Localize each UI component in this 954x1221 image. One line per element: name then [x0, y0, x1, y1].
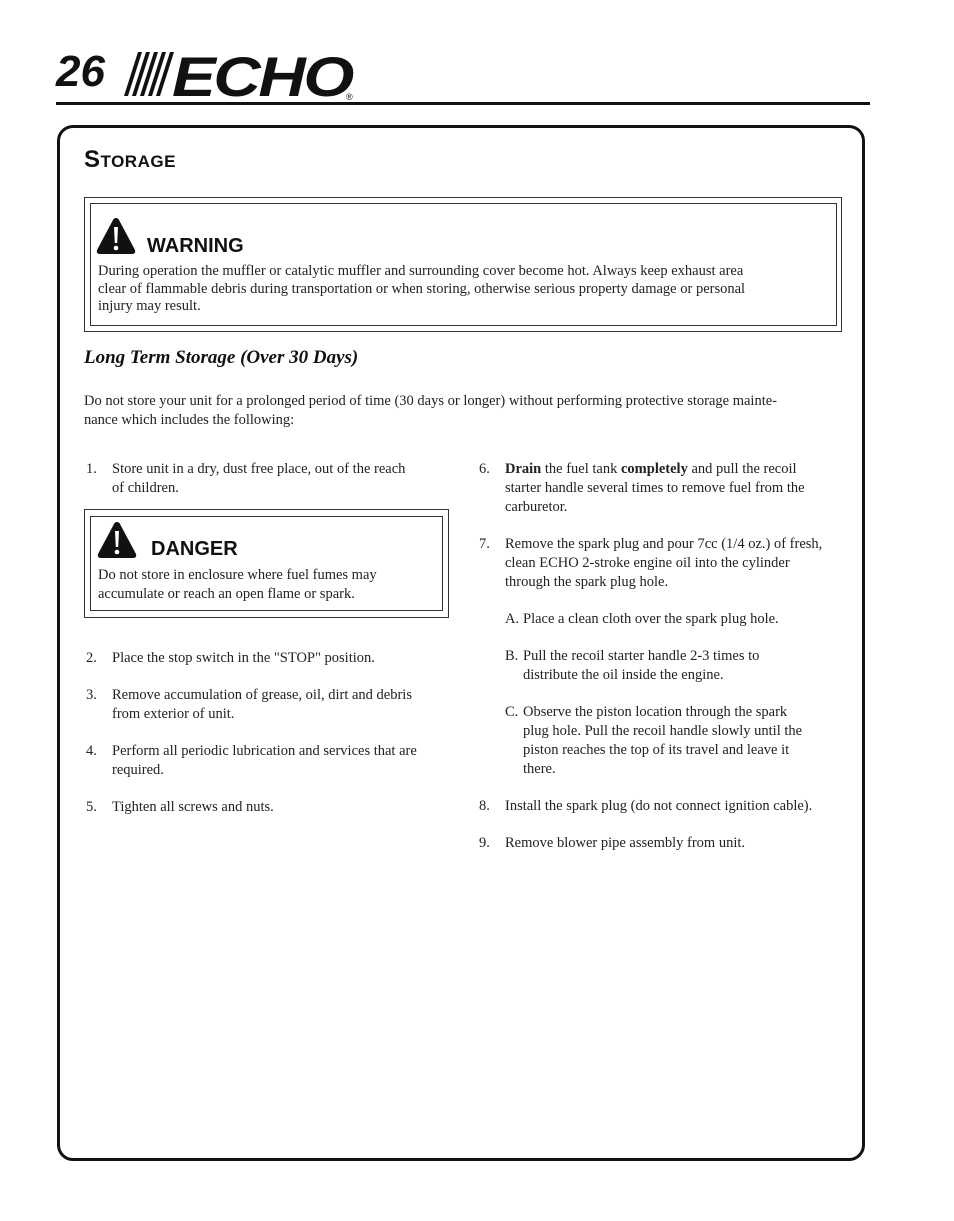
danger-text [98, 566, 438, 604]
item-line: starter handle several times to remove fuel from the [505, 480, 805, 496]
item-number: 4. [86, 743, 97, 759]
brand-text: ECHO [172, 46, 354, 102]
sub-line: there. [523, 761, 556, 777]
item-line: Install the spark plug (do not connect ignition cable). [505, 798, 813, 814]
warning-triangle-icon [95, 216, 137, 256]
item-line: Perform all periodic lubrication and services that are [112, 743, 417, 759]
sub-line: distribute the oil inside the engine. [523, 667, 724, 683]
item-line: through the spark plug hole. [505, 574, 669, 590]
warning-line: During operation the muffler or catalytic muffler and surrounding cover become hot. Always keep exhaust area [98, 263, 744, 279]
item-line: of children. [112, 480, 179, 496]
item-line: Place the stop switch in the "STOP" position. [112, 650, 375, 666]
item-line: from exterior of unit. [112, 706, 235, 722]
intro-line: Do not store your unit for a prolonged period of time (30 days or longer) without performing protective storage mainte- [84, 393, 777, 409]
item-line: clean ECHO 2-stroke engine oil into the cylinder [505, 555, 790, 571]
warning-triangle-icon [96, 520, 138, 560]
sub-line: Place a clean cloth over the spark plug hole. [523, 611, 779, 627]
subheading-long-term: Long Term Storage (Over 30 Days) [84, 347, 359, 368]
danger-title: DANGER [151, 538, 238, 560]
item-number: 5. [86, 799, 97, 815]
intro-paragraph [84, 392, 829, 430]
item-line: Remove blower pipe assembly from unit. [505, 835, 746, 851]
intro-line: nance which includes the following: [84, 412, 295, 428]
sub-letter: B. [505, 648, 519, 664]
item-line [505, 460, 805, 479]
item-number: 7. [479, 536, 490, 552]
item-fragment: and pull the recoil [687, 461, 797, 477]
warning-title: WARNING [147, 235, 244, 257]
registered-mark: ® [346, 92, 353, 102]
item-number: 2. [86, 650, 97, 666]
warning-text [98, 263, 828, 316]
item-fragment: the fuel tank [541, 461, 621, 477]
item-line: Remove accumulation of grease, oil, dirt and debris [112, 687, 412, 703]
sub-line: plug hole. Pull the recoil handle slowly until the [523, 723, 803, 739]
completely-bold: completely [620, 461, 688, 477]
warning-line: injury may result. [98, 298, 201, 314]
item-line: Tighten all screws and nuts. [112, 799, 274, 815]
item-number: 9. [479, 835, 490, 851]
item-number: 1. [86, 461, 97, 477]
item-line: Store unit in a dry, dust free place, out of the reach [112, 461, 406, 477]
item-line: carburetor. [505, 499, 568, 515]
item-line: required. [112, 762, 164, 778]
danger-line: accumulate or reach an open flame or spark. [98, 586, 355, 602]
drain-bold: Drain [505, 461, 542, 477]
sub-line: Pull the recoil starter handle 2-3 times to [523, 648, 760, 664]
section-title: Storage [84, 146, 176, 173]
sub-letter: C. [505, 704, 519, 720]
item-line: Remove the spark plug and pour 7cc (1/4 oz.) of fresh, [505, 536, 823, 552]
header-rule [56, 102, 870, 105]
danger-line: Do not store in enclosure where fuel fumes may [98, 567, 377, 583]
sub-line: piston reaches the top of its travel and leave it [523, 742, 790, 758]
item-number: 6. [479, 461, 490, 477]
page-number: 26 [56, 47, 105, 96]
sub-line: Observe the piston location through the spark [523, 704, 788, 720]
item-number: 8. [479, 798, 490, 814]
sub-letter: A. [505, 611, 520, 627]
warning-line: clear of flammable debris during transportation or when storing, otherwise serious property damage or personal [98, 280, 746, 297]
echo-logo [120, 46, 360, 102]
item-number: 3. [86, 687, 97, 703]
